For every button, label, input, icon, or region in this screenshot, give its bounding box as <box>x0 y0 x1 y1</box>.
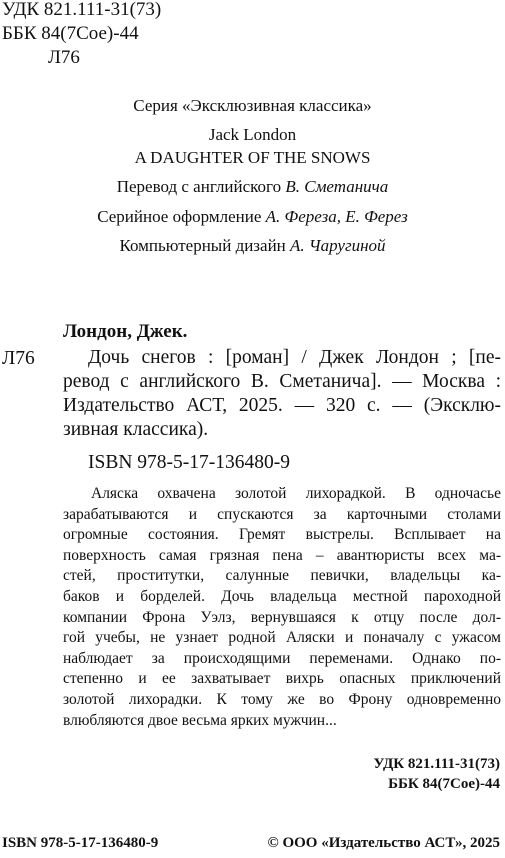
translation-label: Перевод с английского <box>116 177 282 196</box>
annotation-line: степенно и ее захватывает вихрь опасных приключений <box>63 670 501 688</box>
series-designers-names: А. Фереза, Е. Ферез <box>265 207 408 226</box>
udk-code-bottom: УДК 821.111-31(73) <box>373 756 500 772</box>
author-sign-top: Л76 <box>48 47 80 68</box>
annotation-line: наблюдает за происходящими переменами. Однако по- <box>63 649 501 667</box>
series-line: Серия «Эксклюзивная классика» <box>133 96 372 115</box>
annotation-line: золотой лихорадки. К тому же во Фрону одновременно <box>63 690 501 708</box>
bibliography-sign: Л76 <box>2 348 35 369</box>
bibliography-line: Издательство АСТ, 2025. — 320 с. — (Эксклю- <box>63 395 501 416</box>
footer-copyright: © ООО «Издательство АСТ», 2025 <box>267 835 500 851</box>
footer-isbn: ISBN 978-5-17-136480-9 <box>2 835 159 851</box>
bibliography-isbn: ISBN 978-5-17-136480-9 <box>88 452 291 473</box>
annotation-line: поверхность самая грязная пена – авантюристы всех ма- <box>63 546 501 564</box>
bibliography-description <box>88 346 501 370</box>
series-design-credit <box>0 208 505 225</box>
annotation-line: Аляска охвачена золотой лихорадкой. В одночасье <box>91 485 501 502</box>
computer-design-credit <box>0 237 505 254</box>
annotation-line: стей, проститутки, салунные певички, владельцы ка- <box>63 567 501 585</box>
series-design-label: Серийное оформление <box>97 207 262 226</box>
bibliography-description-cont <box>63 370 501 442</box>
bibliography-line: зивная классика). <box>63 419 209 440</box>
annotation-line: огромные состояния. Гремят выстрелы. Всплывает на <box>63 526 501 544</box>
bibliography-line: ревод с английского В. Сметанича]. — Москва : <box>63 371 501 392</box>
original-title: A DAUGHTER OF THE SNOWS <box>134 148 371 167</box>
bibliography-author-heading: Лондон, Джек. <box>63 321 188 342</box>
bbk-code-top: ББК 84(7Сое)-44 <box>2 23 139 44</box>
computer-designer-name: А. Чаругиной <box>290 236 386 255</box>
bbk-code-bottom: ББК 84(7Сое)-44 <box>388 776 500 792</box>
original-author: Jack London <box>208 125 297 144</box>
udk-code-top: УДК 821.111-31(73) <box>2 0 162 20</box>
translation-credit <box>0 178 505 195</box>
annotation-line: баков и борделей. Дочь владельца местной пароходной <box>63 587 501 605</box>
bibliography-line: Дочь снегов : [роман] / Джек Лондон ; [пе- <box>88 347 501 368</box>
annotation-paragraph <box>63 484 501 731</box>
computer-design-label: Компьютерный дизайн <box>119 236 286 255</box>
translator-name: В. Сметанича <box>285 177 389 196</box>
annotation-line: влюбляются двое весьма ярких мужчин... <box>63 711 337 729</box>
annotation-line: компании Фрона Уэлз, вернувшаяся к отцу после дол- <box>63 608 501 626</box>
annotation-line: зарабатываются и спускаются за карточными столами <box>63 505 501 523</box>
annotation-line: гой учебы, не узнает родной Аляски и поначалу с ужасом <box>63 629 501 647</box>
